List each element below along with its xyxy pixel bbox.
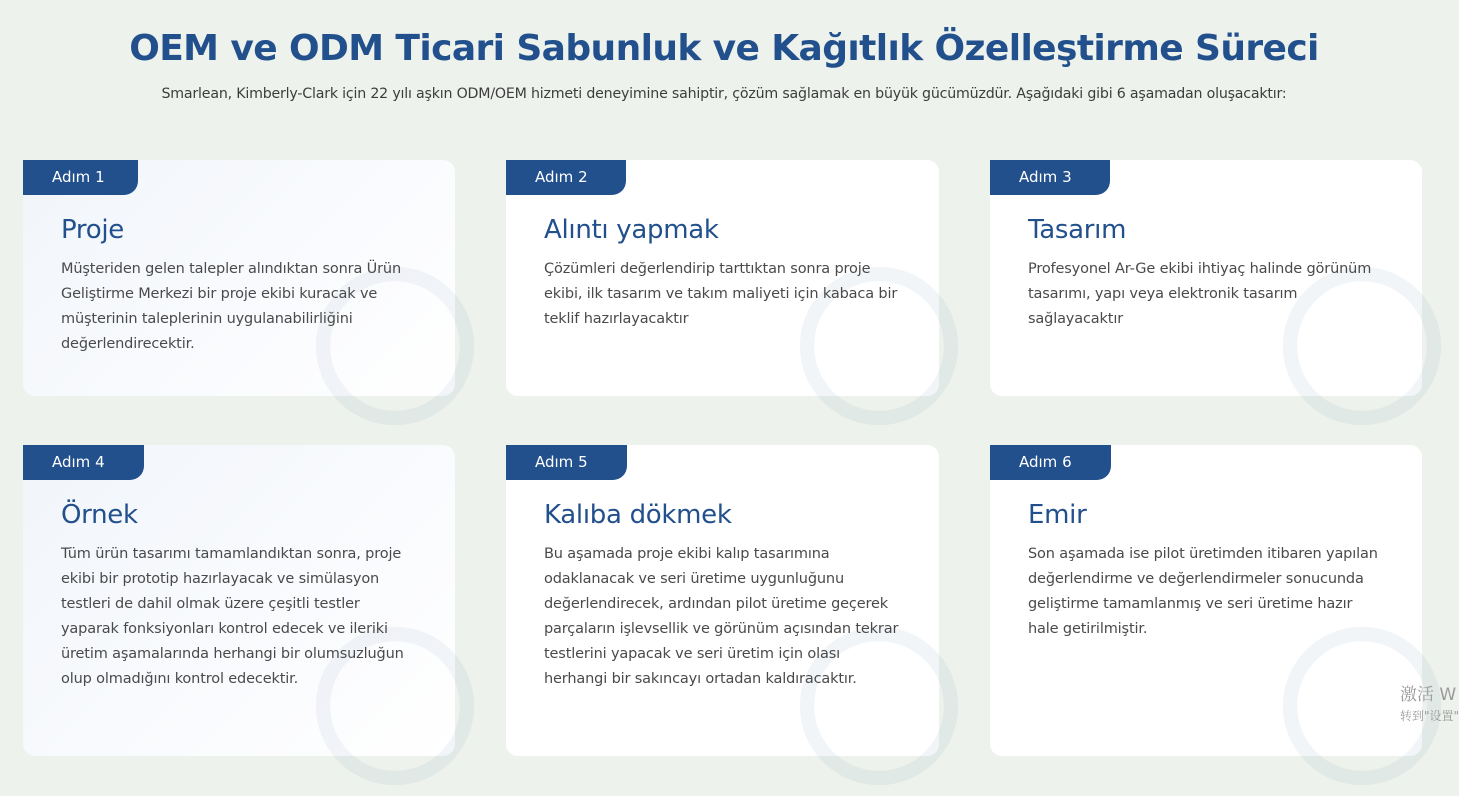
step-badge: Adım 2 [506, 160, 626, 195]
step-title: Kalıba dökmek [544, 500, 732, 530]
windows-activation-watermark [1400, 683, 1459, 725]
step-title: Örnek [61, 500, 138, 530]
step-description: Tüm ürün tasarımı tamamlandıktan sonra, proje ekibi bir prototip hazırlayacak ve simülasyon testleri de dahil olmak üzere çeşitli testler yaparak fonksiyonları kontrol edecek ve ileriki üretim aşamalarında herhangi bir olumsuzluğun olup olmadığını kontrol edecektir. [61, 546, 404, 687]
step-description: Müşteriden gelen talepler alındıktan sonra Ürün Geliştirme Merkezi bir proje ekibi kuracak ve müşterinin taleplerinin uygulanabilirliğini değerlendirecektir. [61, 261, 402, 352]
step-card-1 [23, 160, 455, 396]
step-badge: Adım 5 [506, 445, 627, 480]
step-badge: Adım 6 [990, 445, 1111, 480]
step-card-5 [506, 445, 939, 756]
watermark-line-1: 激活 W [1400, 685, 1457, 705]
step-card-4 [23, 445, 455, 756]
step-card-2 [506, 160, 939, 396]
step-badge: Adım 3 [990, 160, 1110, 195]
watermark-line-2: 转到"设置" [1400, 709, 1459, 723]
step-card-6 [990, 445, 1422, 756]
step-description: Profesyonel Ar-Ge ekibi ihtiyaç halinde görünüm tasarımı, yapı veya elektronik tasarım sağlayacaktır [1028, 261, 1372, 327]
step-description: Son aşamada ise pilot üretimden itibaren yapılan değerlendirme ve değerlendirmeler sonucunda geliştirme tamamlanmış ve seri üretime hazır hale getirilmiştir. [1028, 546, 1378, 637]
step-title: Proje [61, 215, 124, 245]
step-description: Bu aşamada proje ekibi kalıp tasarımına odaklanacak ve seri üretime uygunluğunu değerlendirecek, ardından pilot üretime geçerek parçaların işlevsellik ve görünüm açısından tekrar testlerini yapacak ve seri üretim için olası herhangi bir sakıncayı ortadan kaldıracaktır. [544, 546, 899, 687]
page-title: OEM ve ODM Ticari Sabunluk ve Kağıtlık Özelleştirme Süreci [129, 28, 1319, 69]
step-badge: Adım 1 [23, 160, 138, 195]
step-card-3 [990, 160, 1422, 396]
step-badge: Adım 4 [23, 445, 144, 480]
step-description: Çözümleri değerlendirip tarttıktan sonra proje ekibi, ilk tasarım ve takım maliyeti için kabaca bir teklif hazırlayacaktır [544, 261, 898, 327]
step-title: Emir [1028, 500, 1087, 530]
step-title: Tasarım [1028, 215, 1127, 245]
step-title: Alıntı yapmak [544, 215, 719, 245]
page-subtitle: Smarlean, Kimberly-Clark için 22 yılı aşkın ODM/OEM hizmeti deneyimine sahiptir, çözüm sağlamak en büyük gücümüzdür. Aşağıdaki gibi 6 aşamadan oluşacaktır: [161, 86, 1287, 102]
